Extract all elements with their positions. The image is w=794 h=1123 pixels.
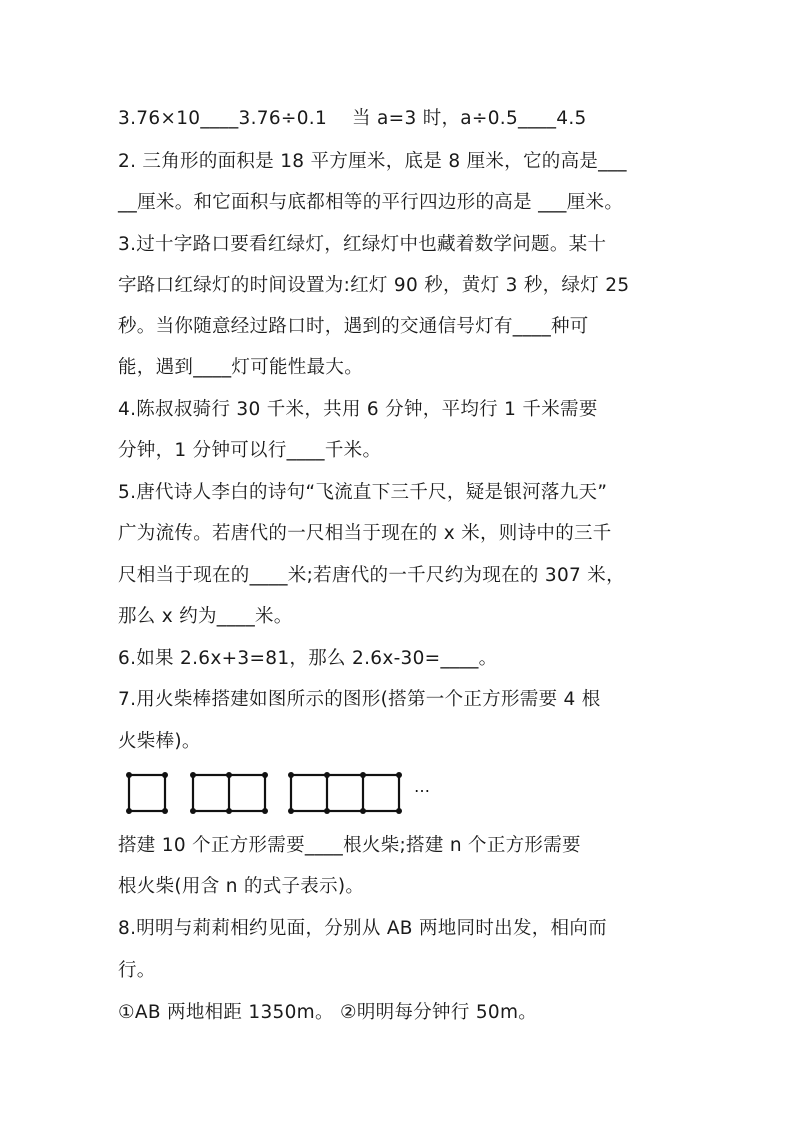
question-4-line-2: 分钟，1 分钟可以行____千米。	[118, 440, 382, 461]
matchstick-group-1	[129, 775, 165, 811]
question-1-comparisons: 3.76×10____3.76÷0.1 当 a=3 时，a÷0.5____4.5	[118, 108, 587, 129]
question-5-line-1: 5.唐代诗人李白的诗句“飞流直下三千尺，疑是银河落九天”	[118, 482, 608, 503]
question-5-line-3: 尺相当于现在的____米;若唐代的一千尺约为现在的 307 米，	[118, 565, 625, 586]
question-3-line-1: 3.过十字路口要看红绿灯，红绿灯中也藏着数学问题。某十	[118, 234, 607, 255]
question-2-line-1: 2. 三角形的面积是 18 平方厘米，底是 8 厘米，它的高是___	[118, 151, 627, 172]
question-7-line-1: 7.用火柴棒搭建如图所示的图形(搭第一个正方形需要 4 根	[118, 689, 601, 710]
matchstick-group-2	[193, 775, 265, 811]
question-2-line-2: __厘米。和它面积与底都相等的平行四边形的高是 ___厘米。	[118, 192, 624, 213]
question-7-line-3: 搭建 10 个正方形需要____根火柴;搭建 n 个正方形需要	[118, 835, 581, 856]
question-3-line-4: 能，遇到____灯可能性最大。	[118, 357, 364, 378]
figure-ellipsis: …	[414, 777, 430, 796]
question-8-line-2: 行。	[118, 960, 156, 981]
question-8-conditions: ①AB 两地相距 1350m。 ②明明每分钟行 50m。	[118, 1002, 538, 1023]
question-7-line-4: 根火柴(用含 n 的式子表示)。	[118, 876, 365, 897]
question-3-line-3: 秒。当你随意经过路口时，遇到的交通信号灯有____种可	[118, 316, 589, 337]
question-3-line-2: 字路口红绿灯的时间设置为:红灯 90 秒，黄灯 3 秒，绿灯 25	[118, 275, 630, 296]
question-5-line-4: 那么 x 约为____米。	[118, 606, 293, 627]
matchstick-squares-figure	[122, 768, 432, 818]
question-4-line-1: 4.陈叔叔骑行 30 千米，共用 6 分钟，平均行 1 千米需要	[118, 399, 598, 420]
question-8-line-1: 8.明明与莉莉相约见面，分别从 AB 两地同时出发，相向而	[118, 918, 607, 939]
question-5-line-2: 广为流传。若唐代的一尺相当于现在的 x 米，则诗中的三千	[118, 523, 612, 544]
matchstick-group-3	[291, 775, 399, 811]
question-7-line-2: 火柴棒)。	[118, 731, 201, 752]
question-6: 6.如果 2.6x+3=81，那么 2.6x-30=____。	[118, 648, 498, 669]
